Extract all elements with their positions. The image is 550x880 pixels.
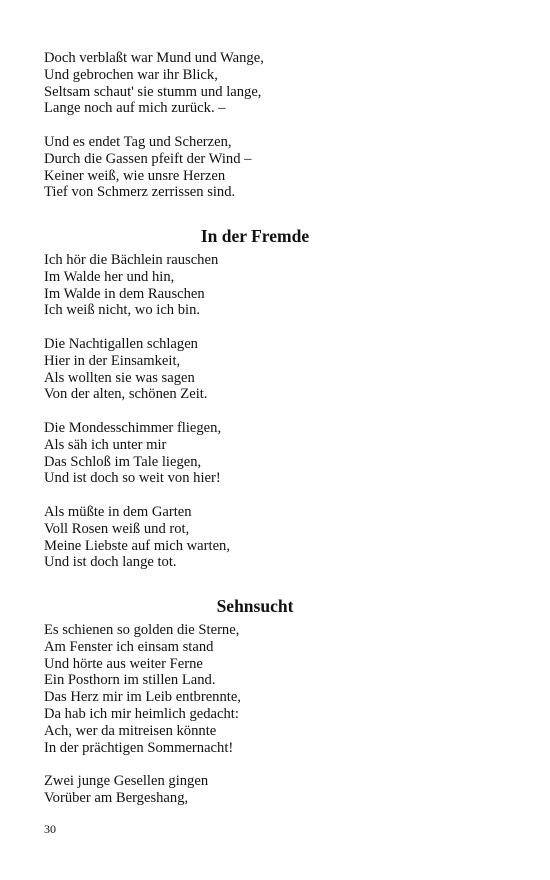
verse-line: Ach, wer da mitreisen könnte <box>44 722 217 739</box>
verse-line: Ein Posthorn im stillen Land. <box>44 672 216 689</box>
verse-line: Meine Liebste auf mich warten, <box>44 537 230 554</box>
verse-line: Das Schloß im Tale liegen, <box>44 453 202 470</box>
stanza <box>44 504 514 571</box>
page-number: 30 <box>44 822 56 836</box>
verse-line: Als müßte in dem Garten <box>44 504 192 520</box>
verse-line: Lange noch auf mich zurück. – <box>44 100 226 117</box>
verse-line: Von der alten, schönen Zeit. <box>44 386 208 403</box>
stanza <box>44 336 514 403</box>
verse-line: Und hörte aus weiter Ferne <box>44 655 203 672</box>
verse-line: Es schienen so golden die Sterne, <box>44 622 240 638</box>
verse-line: Ich hör die Bächlein rauschen <box>44 252 219 268</box>
verse-line: Und es endet Tag und Scherzen, <box>44 134 232 150</box>
stanza <box>44 622 514 756</box>
verse-line: Tief von Schmerz zerrissen sind. <box>44 184 236 201</box>
verse-line: In der prächtigen Sommernacht! <box>44 739 234 756</box>
verse-line: Und ist doch lange tot. <box>44 554 177 571</box>
verse-line: Am Fenster ich einsam stand <box>44 638 214 655</box>
verse-line: Und ist doch so weit von hier! <box>44 470 221 487</box>
stanza <box>44 252 514 319</box>
verse-line: Durch die Gassen pfeift der Wind – <box>44 150 252 167</box>
poem-title: In der Fremde <box>200 226 310 246</box>
verse-line: Seltsam schaut' sie stumm und lange, <box>44 83 262 100</box>
verse-line: Keiner weiß, wie unsre Herzen <box>44 167 226 184</box>
verse-line: Im Walde in dem Rauschen <box>44 285 205 302</box>
poem-title: Sehnsucht <box>216 596 294 616</box>
verse-line: Voll Rosen weiß und rot, <box>44 520 190 537</box>
verse-line: Die Nachtigallen schlagen <box>44 336 198 352</box>
stanza <box>44 773 514 807</box>
stanza <box>44 50 514 117</box>
verse-line: Ich weiß nicht, wo ich bin. <box>44 302 201 319</box>
verse-line: Im Walde her und hin, <box>44 268 175 285</box>
verse-line: Vorüber am Bergeshang, <box>44 789 189 806</box>
verse-line: Als säh ich unter mir <box>44 436 167 453</box>
verse-line: Da hab ich mir heimlich gedacht: <box>44 705 239 722</box>
verse-line: Als wollten sie was sagen <box>44 369 195 386</box>
stanza <box>44 420 514 487</box>
verse-line: Das Herz mir im Leib entbrennte, <box>44 689 241 706</box>
verse-line: Hier in der Einsamkeit, <box>44 352 181 369</box>
verse-line: Und gebrochen war ihr Blick, <box>44 66 218 83</box>
verse-line: Doch verblaßt war Mund und Wange, <box>44 50 264 66</box>
verse-line: Zwei junge Gesellen gingen <box>44 773 209 789</box>
verse-line: Die Mondesschimmer fliegen, <box>44 420 222 436</box>
stanza <box>44 134 514 201</box>
